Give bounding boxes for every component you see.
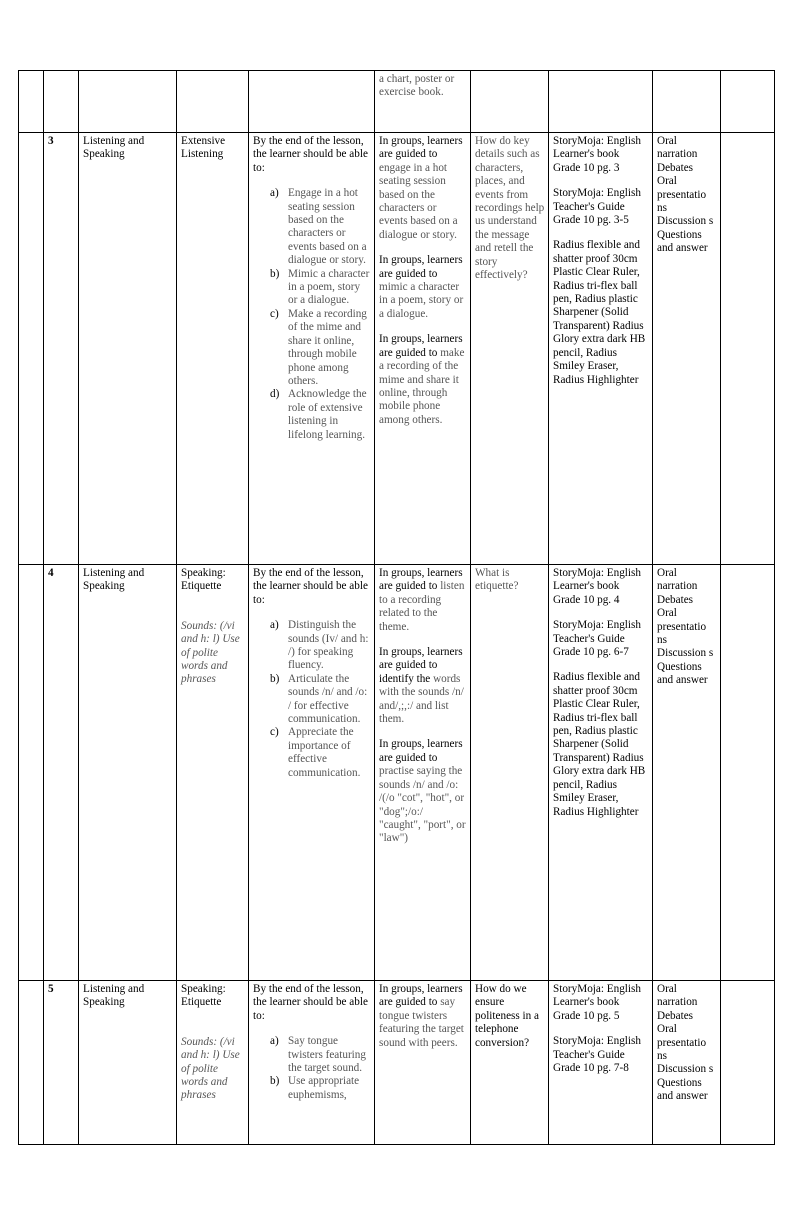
experiences-cell: In groups, learners are guided to listen to a recording related to the theme. In groups, learners are guided to identify the words with the sounds /n/ and/,;,:/ and list them. In groups, learners are guided to practise saying the sounds /n/ and /o: /(/o "cot", "hot", or "dog";/o:/ "caught", "port", or "law") xyxy=(375,565,471,981)
list-item: c) Appreciate the importance of effective communication. xyxy=(270,726,361,779)
list-item: a) Say tongue twisters featuring the target sound. xyxy=(270,1035,366,1075)
sub-strand-cell: Speaking: Etiquette Sounds: (/vi and h: l) Use of polite words and phrases xyxy=(177,981,249,1145)
table-row xyxy=(19,981,775,1145)
inquiry-cell: How do key details such as characters, places, and events from recordings help us understand the message and retell the story effectively? xyxy=(471,133,549,565)
lesson-number: 4 xyxy=(44,565,79,981)
resources-cell: StoryMoja: English Learner's book Grade 10 pg. 4 StoryMoja: English Teacher's Guide Grade 10 pg. 6-7 Radius flexible and shatter proof 30cm Plastic Clear Ruler, Radius tri-flex ball pen, Radius plastic Sharpener (Solid Transparent) Radius Glory extra dark HB pencil, Radius Smiley Eraser, Radius Highlighter xyxy=(549,565,653,981)
assessment-cell: Oral narration Debates Oral presentatio ns Discussion s Questions and answer xyxy=(653,133,721,565)
lesson-number: 3 xyxy=(44,133,79,565)
outcomes-list xyxy=(253,1035,371,1102)
strand-cell: Listening and Speaking xyxy=(79,133,177,565)
table-row xyxy=(19,133,775,565)
week-cell xyxy=(19,565,44,981)
strand-cell: Listening and Speaking xyxy=(79,981,177,1145)
assessment-cell: Oral narration Debates Oral presentatio ns Discussion s Questions and answer xyxy=(653,565,721,981)
sub-strand-cell: Extensive Listening xyxy=(177,133,249,565)
scheme-of-work-table xyxy=(18,70,775,1145)
list-item: b) Mimic a character in a poem, story or a dialogue. xyxy=(270,267,370,307)
outcomes-list xyxy=(253,187,371,442)
strand-cell: Listening and Speaking xyxy=(79,565,177,981)
list-item: b) Articulate the sounds /n/ and /o: / for effective communication. xyxy=(270,672,368,726)
table-row xyxy=(19,71,775,133)
inquiry-cell: What is etiquette? xyxy=(471,565,549,981)
experiences-cell: In groups, learners are guided to say tongue twisters featuring the target sound with peers. xyxy=(375,981,471,1145)
inquiry-cell: How do we ensure politeness in a telephone conversion? xyxy=(471,981,549,1145)
lesson-cell xyxy=(44,71,79,133)
outcomes-cell: By the end of the lesson, the learner should be able to: a) Say tongue twisters featuring the target sound. b) Use appropriate euphemisms, xyxy=(249,981,375,1145)
sub-strand-cell xyxy=(177,71,249,133)
outcomes-list xyxy=(253,619,371,780)
experiences-cell: In groups, learners are guided to engage in a hot seating session based on the characters or events based on a dialogue or story. In groups, learners are guided to mimic a character in a poem, story or a dialogue. In groups, learners are guided to make a recording of the mime and share it online, through mobile phone among others. xyxy=(375,133,471,565)
reflection-cell xyxy=(721,981,775,1145)
reflection-cell xyxy=(721,133,775,565)
list-item: b) Use appropriate euphemisms, xyxy=(270,1075,360,1101)
outcomes-cell xyxy=(249,71,375,133)
assessment-cell: Oral narration Debates Oral presentatio ns Discussion s Questions and answer xyxy=(653,981,721,1145)
week-cell xyxy=(19,981,44,1145)
inquiry-cell xyxy=(471,71,549,133)
experiences-cell: a chart, poster or exercise book. xyxy=(375,71,471,133)
resources-cell: StoryMoja: English Learner's book Grade 10 pg. 5 StoryMoja: English Teacher's Guide Grade 10 pg. 7-8 xyxy=(549,981,653,1145)
list-item: c) Make a recording of the mime and share it online, through mobile phone among others. xyxy=(270,307,367,387)
strand-cell xyxy=(79,71,177,133)
resources-cell xyxy=(549,71,653,133)
lesson-number: 5 xyxy=(44,981,79,1145)
table-row xyxy=(19,565,775,981)
assessment-cell xyxy=(653,71,721,133)
week-cell xyxy=(19,71,44,133)
list-item: d) Acknowledge the role of extensive listening in lifelong learning. xyxy=(270,388,367,441)
week-cell xyxy=(19,133,44,565)
sub-strand-cell: Speaking: Etiquette Sounds: (/vi and h: l) Use of polite words and phrases xyxy=(177,565,249,981)
list-item: a) Distinguish the sounds (Iv/ and h: /) for speaking fluency. xyxy=(270,619,369,672)
outcomes-cell: By the end of the lesson, the learner should be able to: a) Engage in a hot seating session based on the characters or events based on a dialogue or story. b) Mimic a character in a poem, story or a dialogue. c) Make a recording of the mime and share it online, through mobile phone among others. d) Acknowledge the role of extensive listening in lifelong learning. xyxy=(249,133,375,565)
reflection-cell xyxy=(721,71,775,133)
reflection-cell xyxy=(721,565,775,981)
resources-cell: StoryMoja: English Learner's book Grade 10 pg. 3 StoryMoja: English Teacher's Guide Grade 10 pg. 3-5 Radius flexible and shatter proof 30cm Plastic Clear Ruler, Radius tri-flex ball pen, Radius plastic Sharpener (Solid Transparent) Radius Glory extra dark HB pencil, Radius Smiley Eraser, Radius Highlighter xyxy=(549,133,653,565)
outcomes-cell: By the end of the lesson, the learner should be able to: a) Distinguish the sounds (Iv/ and h: /) for speaking fluency. b) Articulate the sounds /n/ and /o: / for effective communication. c) Appreciate the importance of effective communication. xyxy=(249,565,375,981)
list-item: a) Engage in a hot seating session based on the characters or events based on a dialogue or story. xyxy=(270,187,367,267)
